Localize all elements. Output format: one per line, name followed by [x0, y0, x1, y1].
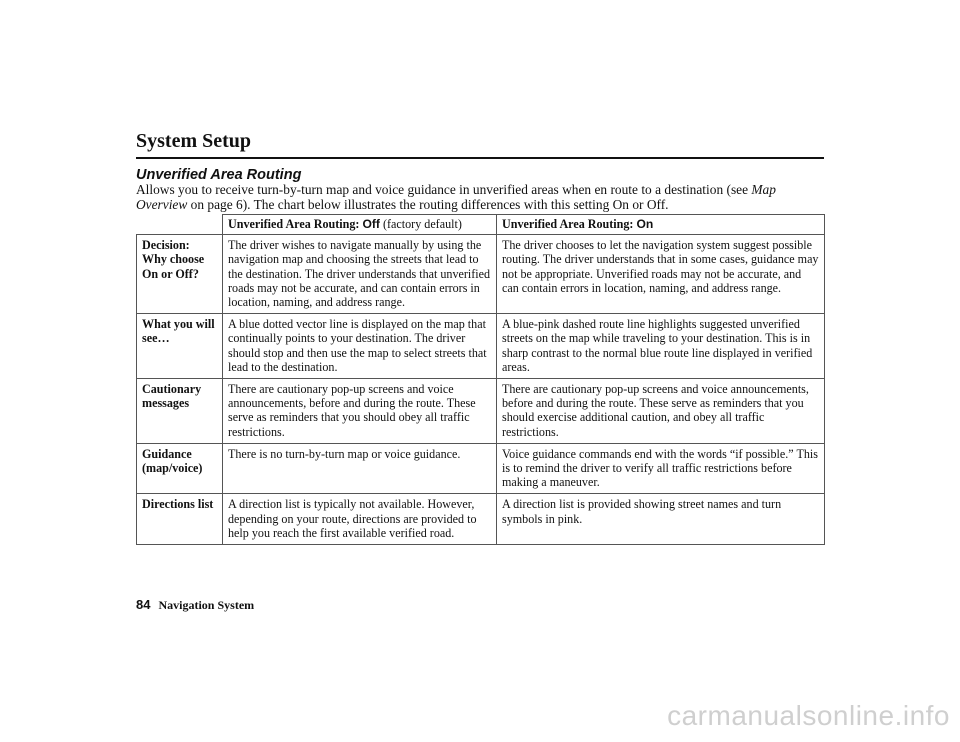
cell-off: The driver wishes to navigate manually by using the navigation map and choosing the streets that lead to the destination. The driver understands that unverified roads may not be accurate, and can contain errors in location, naming, and address range. — [223, 235, 497, 314]
off-setting-value: Off — [362, 217, 380, 231]
table-row — [137, 314, 825, 379]
table-row — [137, 494, 825, 545]
cell-on: The driver chooses to let the navigation system suggest possible routing. The driver understands that in some cases, guidance may not be appropriate. Unverified roads may not be accurate, and can contain errors in location, naming, and address range. — [497, 235, 825, 314]
row-label-cautionary-messages: Cautionary messages — [137, 379, 223, 444]
table-header-row — [137, 215, 825, 235]
cell-on: A blue-pink dashed route line highlights suggested unverified streets on the map while traveling to your destination. This is in sharp contrast to the normal blue route line displayed in verified areas. — [497, 314, 825, 379]
row-label-what-you-see: What you will see… — [137, 314, 223, 379]
intro-text-after: on page 6). The chart below illustrates the routing differences with this setting On or Off. — [187, 197, 669, 212]
page-footer — [136, 597, 254, 613]
row-label-directions-list: Directions list — [137, 494, 223, 545]
page-title: System Setup — [136, 130, 252, 152]
cell-off: There is no turn-by-turn map or voice guidance. — [223, 443, 497, 494]
routing-comparison-table — [136, 214, 825, 545]
column-header-on: Unverified Area Routing: On — [497, 215, 825, 235]
table-row — [137, 235, 825, 314]
section-title: Unverified Area Routing — [136, 167, 302, 183]
intro-text-before: Allows you to receive turn-by-turn map and voice guidance in unverified areas when en route to a destination (see — [136, 182, 752, 197]
title-rule — [136, 157, 824, 159]
row-label-decision: Decision: Why choose On or Off? — [137, 235, 223, 314]
column-header-off: Unverified Area Routing: Off (factory default) — [223, 215, 497, 235]
table-row — [137, 379, 825, 444]
row-label-guidance: Guidance (map/voice) — [137, 443, 223, 494]
intro-paragraph — [136, 182, 826, 212]
cell-off: A blue dotted vector line is displayed on the map that continually points to your destination. The driver should stop and then use the map to select streets that lead to the destination. — [223, 314, 497, 379]
map-overview-reference: Map Overview — [136, 182, 776, 212]
on-setting-value: On — [636, 217, 654, 231]
cell-on: A direction list is provided showing street names and turn symbols in pink. — [497, 494, 825, 545]
watermark: carmanualsonline.info — [667, 700, 950, 731]
header-corner-cell — [137, 215, 223, 235]
cell-off: A direction list is typically not available. However, depending on your route, directions are provided to help you reach the first available verified road. — [223, 494, 497, 545]
cell-on: There are cautionary pop-up screens and voice announcements, before and during the route. These serve as reminders that you should exercise additional caution, and obey all traffic restrictions. — [497, 379, 825, 444]
page-number: 84 — [136, 597, 151, 612]
table-row — [137, 443, 825, 494]
book-title: Navigation System — [158, 598, 255, 612]
cell-on: Voice guidance commands end with the words “if possible.” This is to remind the driver to verify all traffic restrictions before making a maneuver. — [497, 443, 825, 494]
cell-off: There are cautionary pop-up screens and voice announcements, before and during the route. These serve as reminders that you should obey all traffic restrictions. — [223, 379, 497, 444]
